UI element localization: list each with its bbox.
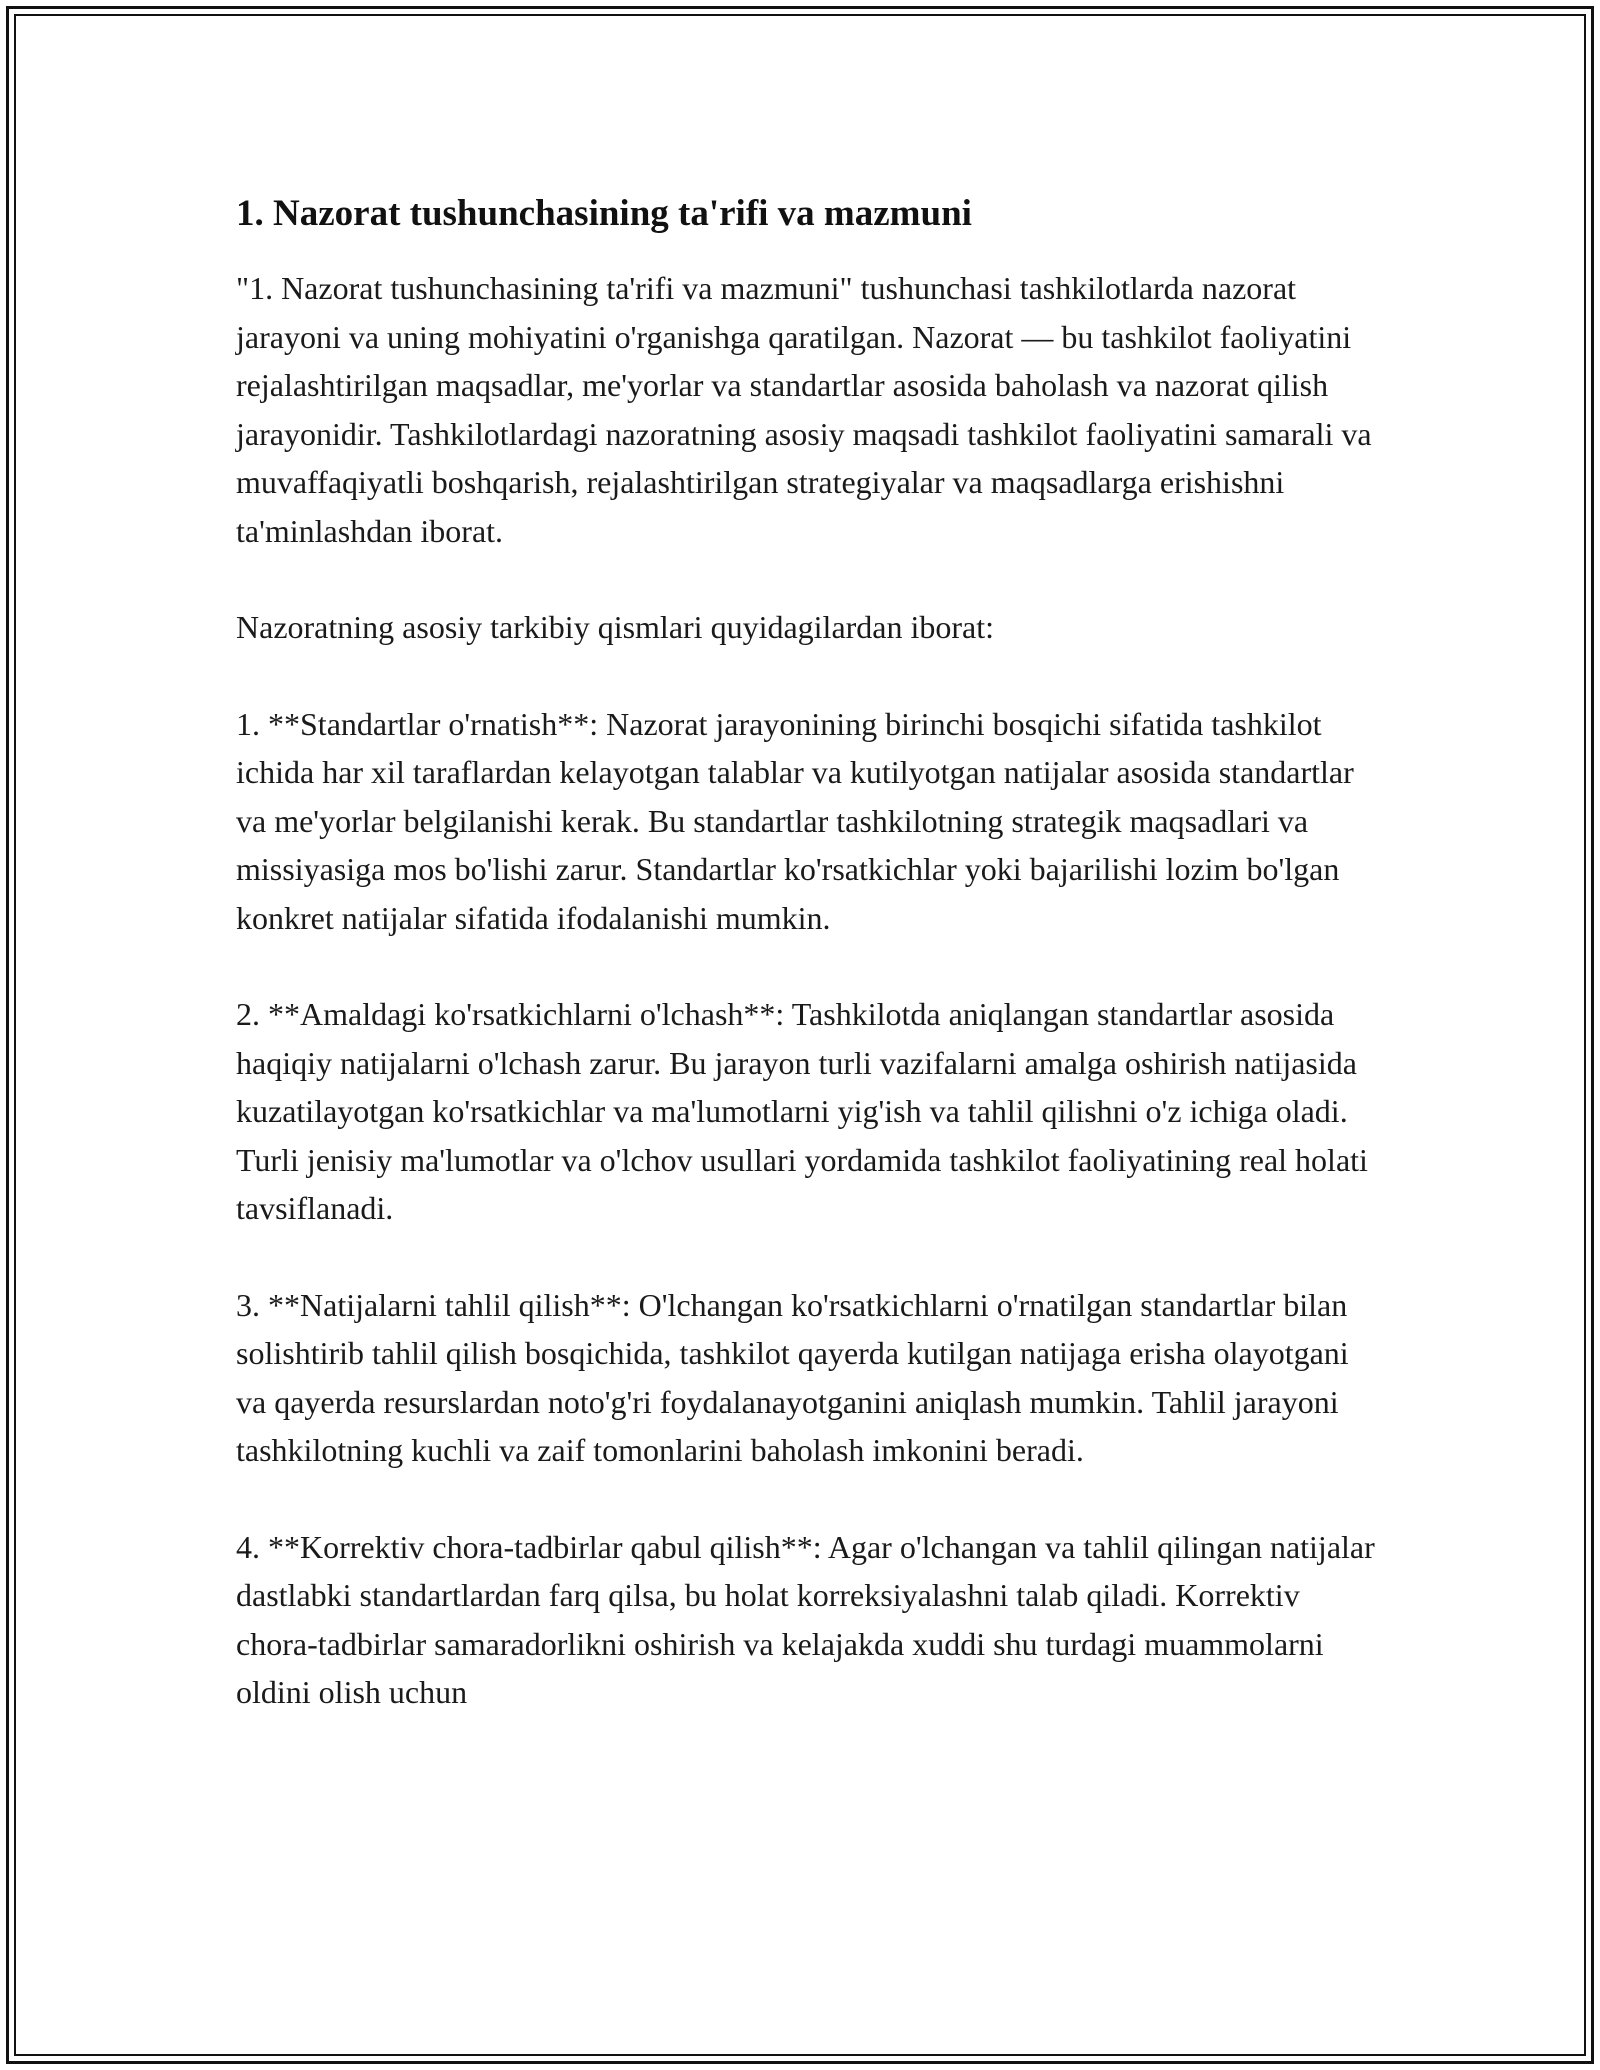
section-heading: 1. Nazorat tushunchasining ta'rifi va mazmuni <box>236 193 972 234</box>
list-item-standards: 1. **Standartlar o'rnatish**: Nazorat jarayonining birinchi bosqichi sifatida tashkilot ichida har xil taraflardan kelayotgan talablar va kutilyotgan natijalar asosida standartlar va me'yorlar belgilanishi kerak. Bu standartlar tashkilotning strategik maqsadlari va missiyasiga mos bo'lishi zarur. Standartlar ko'rsatkichlar yoki bajarilishi lozim bo'lgan konkret natijalar sifatida ifodalanishi mumkin. <box>236 705 1354 936</box>
list-item-analysis: 3. **Natijalarni tahlil qilish**: O'lchangan ko'rsatkichlarni o'rnatilgan standartlar bilan solishtirib tahlil qilish bosqichida, tashkilot qayerda kutilgan natijaga erisha olayotgani va qayerda resurslardan noto'g'ri foydalanayotganini aniqlash mumkin. Tahlil jarayoni tashkilotning kuchli va zaif tomonlarini baholash imkonini beradi. <box>236 1286 1349 1468</box>
list-item-measurement: 2. **Amaldagi ko'rsatkichlarni o'lchash**: Tashkilotda aniqlangan standartlar asosida haqiqiy natijalarni o'lchash zarur. Bu jarayon turli vazifalarni amalga oshirish natijasida kuzatilayotgan ko'rsatkichlar va ma'lumotlarni yig'ish va tahlil qilishni o'z ichiga oladi. Turli jenisiy ma'lumotlar va o'lchov usullari yordamida tashkilot faoliyatining real holati tavsiflanadi. <box>236 996 1368 1226</box>
list-item-corrective-actions: 4. **Korrektiv chora-tadbirlar qabul qilish**: Agar o'lchangan va tahlil qilingan natijalar dastlabki standartlardan farq qilsa, bu holat korreksiyalashni talab qiladi. Korrektiv chora-tadbirlar samaradorlikni oshirish va kelajakda xuddi shu turdagi muammolarni oldini olish uchun <box>236 1528 1375 1710</box>
components-intro-paragraph: Nazoratning asosiy tarkibiy qismlari quyidagilardan iborat: <box>236 609 995 645</box>
intro-paragraph: "1. Nazorat tushunchasining ta'rifi va mazmuni" tushunchasi tashkilotlarda nazorat jarayoni va uning mohiyatini o'rganishga qaratilgan. Nazorat — bu tashkilot faoliyatini rejalashtirilgan maqsadlar, me'yorlar va standartlar asosida baholash va nazorat qilish jarayonidir. Tashkilotlardagi nazoratning asosiy maqsadi tashkilot faoliyatini samarali va muvaffaqiyatli boshqarish, rejalashtirilgan strategiyalar va maqsadlarga erishishni ta'minlashdan iborat. <box>236 270 1372 549</box>
document-body <box>236 186 1376 1765</box>
